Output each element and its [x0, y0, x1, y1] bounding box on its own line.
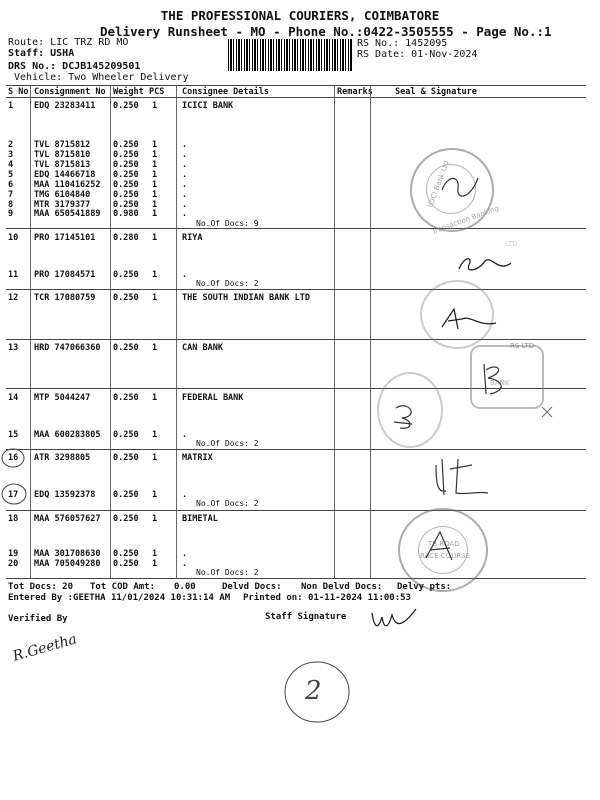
pcs-cell: 1	[152, 190, 158, 200]
signature-row-10	[455, 253, 515, 275]
stamp-text: RACE COURSE	[420, 552, 471, 560]
tick-mark	[540, 405, 554, 419]
consignee-cell: .	[182, 160, 188, 170]
consignee-cell: FEDERAL BANK	[182, 393, 244, 403]
sno-cell: 14	[8, 393, 19, 403]
vehicle-label: Vehicle: Two Wheeler Delivery	[14, 72, 189, 83]
pcs-cell: 1	[152, 233, 158, 243]
weight-cell: 0.250	[113, 180, 139, 190]
pcs-cell: 1	[152, 293, 158, 303]
staff-signature	[370, 603, 420, 633]
circled-number-text: 2	[305, 676, 322, 706]
stamp-text: BANK	[490, 379, 510, 387]
weight-cell: 0.250	[113, 453, 139, 463]
consignment-cell: MAA 600283805	[34, 430, 101, 440]
col-divider	[176, 86, 177, 578]
header-bottom-rule	[6, 97, 586, 98]
pcs-cell: 1	[152, 101, 158, 111]
group-separator	[6, 228, 586, 229]
pcs-cell: 1	[152, 453, 158, 463]
consignment-cell: MTP 5044247	[34, 393, 91, 403]
consignee-cell: BIMETAL	[182, 514, 218, 524]
delivered-docs-label: Delvd Docs:	[222, 582, 282, 592]
consignee-cell: MATRIX	[182, 453, 213, 463]
consignee-cell: .	[182, 559, 188, 569]
pcs-cell: 1	[152, 343, 158, 353]
weight-cell: 0.250	[113, 140, 139, 150]
consignment-cell: TCR 17080759	[34, 293, 96, 303]
consignee-cell: CAN BANK	[182, 343, 223, 353]
col-divider	[370, 86, 371, 578]
consignee-cell: ICICI BANK	[182, 101, 234, 111]
consignee-cell: .	[182, 430, 188, 440]
sno-cell: 7	[8, 190, 14, 200]
sno-cell: 15	[8, 430, 19, 440]
sno-cell: 8	[8, 200, 14, 210]
consignment-cell: PRO 17145101	[34, 233, 96, 243]
consignment-cell: EDQ 13592378	[34, 490, 96, 500]
sno-cell: 11	[8, 270, 19, 280]
pcs-cell: 1	[152, 549, 158, 559]
total-cod-label: Tot COD Amt:	[90, 582, 156, 592]
consignee-cell: .	[182, 170, 188, 180]
signature-row-18	[420, 528, 460, 568]
weight-cell: 0.250	[113, 150, 139, 160]
printed-on: Printed on: 01-11-2024 11:00:53	[243, 593, 411, 603]
col-consignment-header: Consignment No	[34, 87, 106, 97]
consignee-cell: RIYA	[182, 233, 203, 243]
sno-cell: 4	[8, 160, 14, 170]
weight-cell: 0.250	[113, 393, 139, 403]
weight-cell: 0.250	[113, 549, 139, 559]
consignee-cell: .	[182, 140, 188, 150]
non-delivered-docs-label: Non Delvd Docs:	[301, 582, 383, 592]
verifier-signature: R.Geetha	[11, 631, 79, 665]
drs-number: DRS No.: DCJB145209501	[8, 61, 141, 72]
delivery-points-label: Delvy pts:	[397, 582, 452, 592]
docs-count: No.Of Docs: 2	[196, 279, 259, 288]
signature-row-16	[432, 455, 492, 500]
consignee-cell: .	[182, 549, 188, 559]
sno-cell: 3	[8, 150, 14, 160]
consignment-cell: TVL 8715810	[34, 150, 91, 160]
group-separator	[6, 449, 586, 450]
weight-cell: 0.280	[113, 233, 139, 243]
total-cod-value: 0.00	[174, 582, 196, 592]
col-sno-header: S No	[8, 87, 29, 97]
sno-cell: 18	[8, 514, 19, 524]
sno-cell: 1	[8, 101, 14, 111]
consignment-cell: MAA 110416252	[34, 180, 101, 190]
pcs-cell: 1	[152, 393, 158, 403]
consignment-cell: MAA 576057627	[34, 514, 101, 524]
signature-row-12	[440, 305, 500, 335]
staff-signature-label: Staff Signature	[265, 612, 347, 622]
consignment-cell: EDQ 14466718	[34, 170, 96, 180]
pcs-cell: 1	[152, 490, 158, 500]
sno-cell: 10	[8, 233, 19, 243]
consignee-cell: .	[182, 490, 188, 500]
group-separator	[6, 339, 586, 340]
consignment-cell: TMG 6104840	[34, 190, 91, 200]
sno-cell: 2	[8, 140, 14, 150]
pcs-cell: 1	[152, 200, 158, 210]
stamp-text: TB ROAD	[428, 540, 460, 548]
signature-row-13	[478, 360, 518, 400]
pcs-cell: 1	[152, 170, 158, 180]
weight-cell: 0.980	[113, 209, 139, 219]
col-consignee-header: Consignee Details	[182, 87, 269, 97]
docs-count: No.Of Docs: 2	[196, 499, 259, 508]
consignment-cell: EDQ 23283411	[34, 101, 96, 111]
pcs-cell: 1	[152, 160, 158, 170]
weight-cell: 0.250	[113, 200, 139, 210]
weight-cell: 0.250	[113, 514, 139, 524]
weight-cell: 0.250	[113, 270, 139, 280]
col-remarks-header: Remarks	[337, 87, 373, 97]
stamp-text: ICICI Bank Ltd	[426, 159, 451, 209]
sno-cell: 5	[8, 170, 14, 180]
consignee-cell: .	[182, 200, 188, 210]
consignment-cell: MAA 301708630	[34, 549, 101, 559]
route-label: Route: LIC TRZ RD MO	[8, 37, 129, 48]
col-seal-header: Seal & Signature	[395, 87, 477, 97]
sno-cell: 6	[8, 180, 14, 190]
rs-number: RS No.: 1452095	[357, 38, 448, 49]
col-weight-header: Weight	[113, 87, 144, 97]
barcode-image	[228, 39, 353, 71]
sno-cell: 12	[8, 293, 19, 303]
consignment-cell: MTR 3179377	[34, 200, 91, 210]
sno-cell: 9	[8, 209, 14, 219]
pcs-cell: 1	[152, 209, 158, 219]
col-divider	[334, 86, 335, 578]
consignment-cell: TVL 8715813	[34, 160, 91, 170]
stamp-text: Transaction Banking	[430, 204, 500, 236]
docs-count: No.Of Docs: 2	[196, 439, 259, 448]
consignment-cell: HRD 747066360	[34, 343, 101, 353]
faint-stamp-text: RS LTD	[510, 342, 535, 350]
docs-count: No.Of Docs: 9	[196, 219, 259, 228]
rs-date: RS Date: 01-Nov-2024	[357, 49, 478, 60]
staff-label: Staff: USHA	[8, 48, 75, 59]
consignee-cell: .	[182, 209, 188, 219]
total-docs: Tot Docs: 20	[8, 582, 74, 592]
pcs-cell: 1	[152, 140, 158, 150]
signature-row-1	[440, 172, 480, 202]
weight-cell: 0.250	[113, 293, 139, 303]
weight-cell: 0.250	[113, 343, 139, 353]
consignment-cell: ATR 3298805	[34, 453, 91, 463]
table-top-rule	[6, 85, 586, 86]
consignee-cell: .	[182, 150, 188, 160]
docs-count: No.Of Docs: 2	[196, 568, 259, 577]
pcs-cell: 1	[152, 430, 158, 440]
pcs-cell: 1	[152, 270, 158, 280]
group-separator	[6, 510, 586, 511]
weight-cell: 0.250	[113, 559, 139, 569]
weight-cell: 0.250	[113, 101, 139, 111]
col-divider	[110, 86, 111, 578]
consignee-cell: .	[182, 190, 188, 200]
pcs-cell: 1	[152, 559, 158, 569]
pcs-cell: 1	[152, 514, 158, 524]
consignment-cell: PRO 17084571	[34, 270, 96, 280]
group-separator	[6, 289, 586, 290]
weight-cell: 0.250	[113, 170, 139, 180]
pcs-cell: 1	[152, 150, 158, 160]
pcs-cell: 1	[152, 180, 158, 190]
consignee-cell: .	[182, 270, 188, 280]
consignment-cell: MAA 705049280	[34, 559, 101, 569]
entered-by: Entered By :GEETHA 11/01/2024 10:31:14 AM	[8, 593, 231, 603]
weight-cell: 0.250	[113, 160, 139, 170]
company-title: THE PROFESSIONAL COURIERS, COIMBATORE	[160, 8, 440, 23]
verified-by-label: Verified By	[8, 614, 68, 624]
consignee-cell: THE SOUTH INDIAN BANK LTD	[182, 293, 310, 303]
sno-cell: 19	[8, 549, 19, 559]
sno-cell: 16	[8, 453, 19, 463]
consignment-cell: MAA 650541889	[34, 209, 101, 219]
faint-stamp-text: LTD.	[505, 240, 520, 248]
weight-cell: 0.250	[113, 430, 139, 440]
runsheet-subtitle: Delivery Runsheet - MO - Phone No.:0422-3505555 - Page No.:1	[100, 24, 552, 39]
col-divider	[30, 86, 31, 578]
table-bottom-rule	[6, 578, 586, 579]
weight-cell: 0.250	[113, 490, 139, 500]
consignment-cell: TVL 8715812	[34, 140, 91, 150]
signature-row-14	[392, 402, 422, 432]
sno-cell: 20	[8, 559, 19, 569]
sno-cell: 13	[8, 343, 19, 353]
col-pcs-header: PCS	[149, 87, 165, 97]
consignee-cell: .	[182, 180, 188, 190]
sno-cell: 17	[8, 490, 19, 500]
weight-cell: 0.250	[113, 190, 139, 200]
handwritten-circle-marks	[0, 446, 30, 510]
